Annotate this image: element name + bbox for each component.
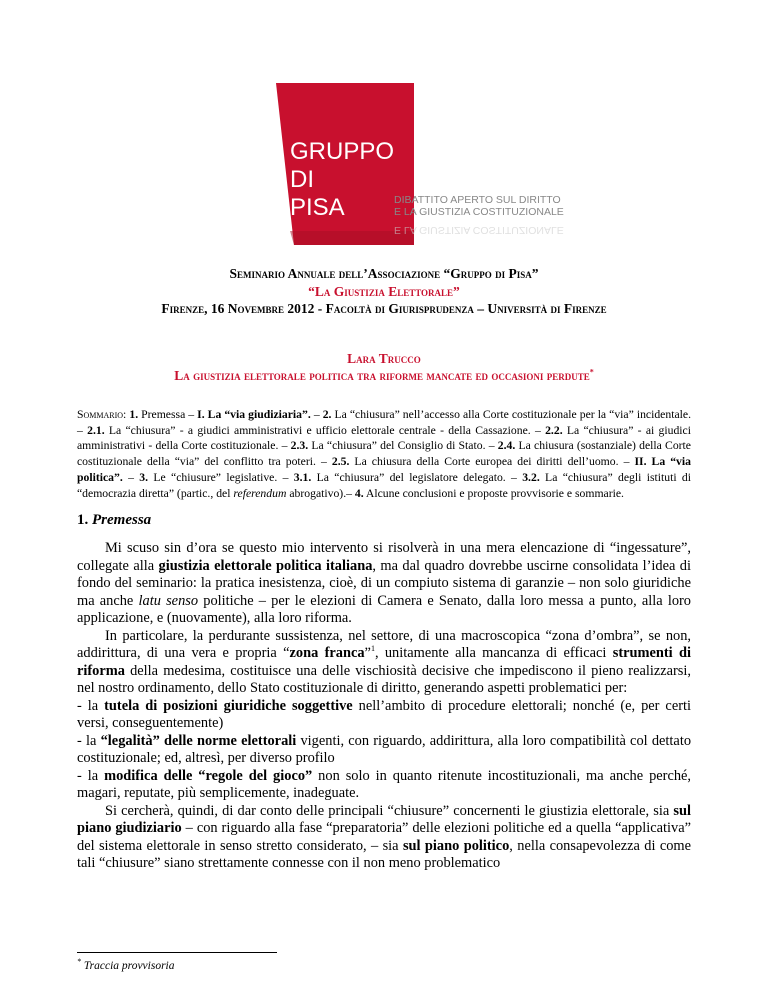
paragraph-2: In particolare, la perdurante sussistenza, nel settore, di una macroscopica “zona d’ombra”, se non, addirittura, di una vera e propria “zona franca”$^1$, unitamente alla mancanza di efficaci strumenti di riforma della medesima, costituisce una delle vischiosità decisive che impediscono il pieno realizzarsi, nel nostro ordinamento, dello Stato costituzionale di diritto, generando aspetti problematici per: [77, 627, 691, 696]
summary-label: Sommario: [77, 408, 127, 421]
logo-tagline-2: E LA GIUSTIZIA COSTITUZIONALE [394, 206, 564, 218]
footnote-divider [77, 952, 277, 953]
footnote: * Traccia provvisoria [77, 957, 175, 972]
summary: Sommario: 1. Premessa – I. La “via giudiziaria”. – 2. La “chiusura” nell’accesso alla Corte costituzionale per la “via” incidentale. – 2.1. La “chiusura” - a giudici amministrativi e ufficio elettorale centrale - della Cassazione. – 2.2. La “chiusura” - ai giudici amministrativi - della Corte costituzionale. – 2.3. La “chiusura” del Consiglio di Stato. – 2.4. La chiusura (sostanziale) della Corte costituzionale della “via” del conflitto tra poteri. – 2.5. La chiusura della Corte europea dei diritti dell’uomo. – II. La “via politica”. – 3. Le “chiusure” legislative. – 3.1. La “chiusura” del legislatore delegato. – 3.2. La “chiusura” degli istituti di “democrazia diretta” (partic., del referendum abrogativo).– 4. Alcune conclusioni e proposte provvisorie e sommarie. [77, 408, 692, 500]
svg-text:E LA GIUSTIZIA COSTITUZIONALE: E LA GIUSTIZIA COSTITUZIONALE [394, 224, 564, 236]
seminar-theme: “La Giustizia Elettorale” [308, 284, 460, 299]
list-item-3: - la modifica delle “regole del gioco” non solo in quanto ritenute incostituzionali, ma anche perché, magari, reputate, più semplicemente, inadeguate. [77, 767, 692, 801]
logo-text-pisa: PISA [290, 194, 345, 221]
author-name: Lara Trucco [347, 351, 421, 366]
list-item-1: - la tutela di posizioni giuridiche soggettive nell’ambito di procedure elettorali; nonché (e, per certi versi, conseguentemente) [77, 697, 691, 731]
section-heading: 1. Premessa [77, 512, 152, 528]
body-text [77, 540, 691, 873]
paragraph-1: Mi scuso sin d’ora se questo mio intervento si risolverà in una mera elencazione di “ingessature”, collegate alla giustizia elettorale politica italiana, ma dal quadro dovrebbe uscirne consolidata l’idea di fondo del seminario: la pratica inesistenza, cioè, di un compiuto sistema di garanzie – non solo giuridiche ma anche latu senso politiche – per le elezioni di Camera e Senato, dalla loro messa a punto, alla loro applicazione, e (nuovamente), alla loro riforma. [77, 540, 692, 626]
footnote-ref-1: 1 [370, 644, 375, 654]
paragraph-3: Si cercherà, quindi, di dar conto delle principali “chiusure” concernenti le giustizia elettorale, sia sul piano giudiziario – con riguardo alla fase “preparatoria” delle elezioni politiche ed a quella “applicativa” del sistema elettorale in senso stretto considerato, – sia sul piano politico, nella consapevolezza di come tali “chiusure” siano strettamente connesse con il non meno problematico [77, 802, 691, 871]
gruppo-di-pisa-logo [276, 83, 564, 245]
list-item-2: - la “legalità” delle norme elettorali vigenti, con riguardo, addirittura, alla loro compatibilità col dettato costituzionale; ed, altresì, per diverso profilo [77, 732, 692, 766]
paper-title: La giustizia elettorale politica tra riforme mancate ed occasioni perdute* [174, 367, 594, 383]
logo-text-gruppo: GRUPPO [290, 138, 395, 165]
seminar-heading: Seminario Annuale dell’Associazione “Gruppo di Pisa” [229, 266, 539, 281]
logo-text-di: DI [290, 166, 314, 193]
logo-tagline-1: DIBATTITO APERTO SUL DIRITTO [394, 194, 561, 206]
title-footnote-mark: * [589, 367, 594, 377]
seminar-venue: Firenze, 16 Novembre 2012 - Facoltà di Giurisprudenza – Università di Firenze [161, 301, 607, 316]
